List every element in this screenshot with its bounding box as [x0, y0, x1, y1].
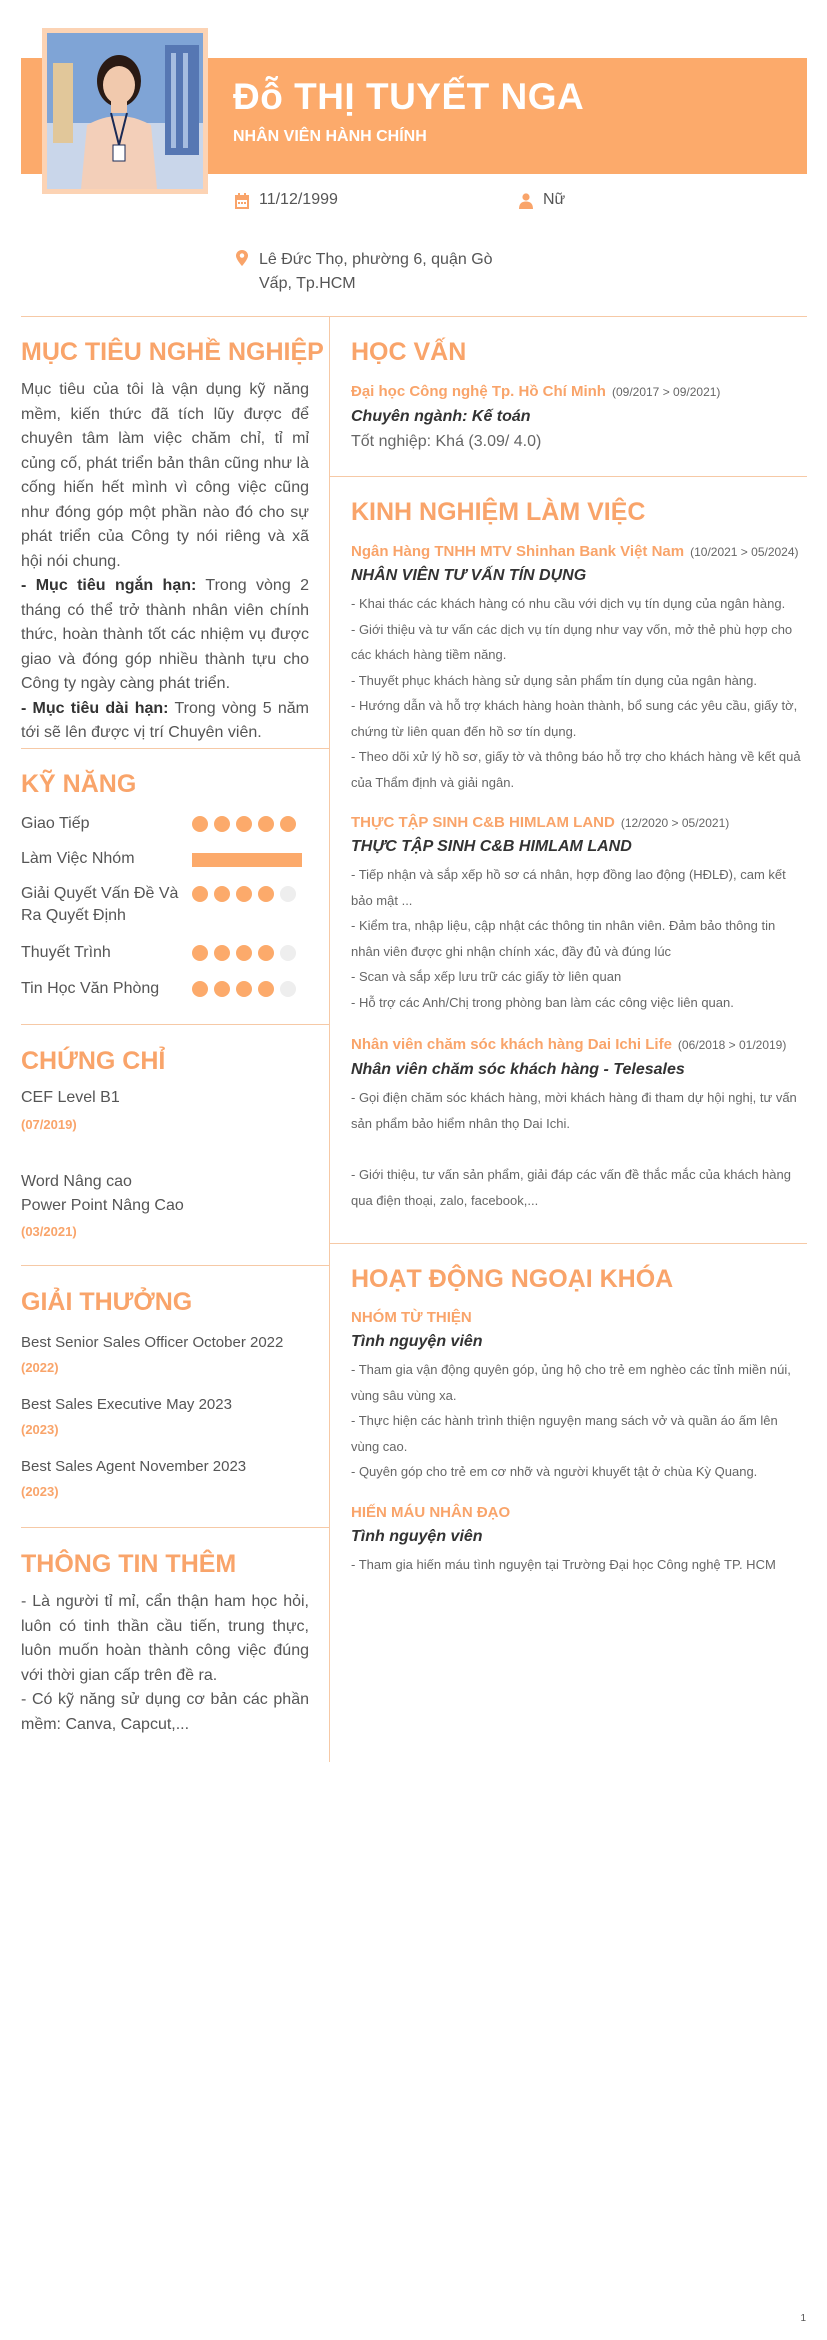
award-year: (2023)	[21, 1484, 59, 1499]
award-name: Best Sales Agent November 2023	[21, 1458, 247, 1475]
more-info-text	[21, 1590, 309, 1737]
rating-dot-filled	[258, 886, 274, 902]
objective-long-text: Trong vòng 5 năm tới sẽ lên được vị trí Chuyên viên.	[21, 699, 309, 741]
rating-dot-filled	[214, 945, 230, 961]
certificate-name: CEF Level B1	[21, 1089, 120, 1106]
more-info-title: THÔNG TIN THÊM	[21, 1550, 237, 1578]
skill-label: Làm Việc Nhóm	[21, 850, 135, 867]
avatar	[42, 28, 208, 194]
job-company	[351, 543, 799, 560]
address-info	[235, 248, 525, 296]
job-bullet: - Khai thác các khách hàng có nhu cầu với dịch vụ tín dụng của ngân hàng.	[351, 596, 786, 611]
activity-bullet: - Tham gia vận động quyên góp, ủng hộ cho trẻ em nghèo các tỉnh miền núi, vùng sâu vùng xa.	[351, 1362, 791, 1403]
job-bullet: - Kiểm tra, nhập liệu, cập nhật các thông tin nhân viên. Đảm bảo thông tin nhân viên được ghi nhận chính xác, đầy đủ và đúng lúc	[351, 918, 776, 959]
rating-dot-filled	[236, 886, 252, 902]
job-bullets	[351, 591, 807, 795]
skill-rating	[192, 886, 296, 902]
rating-dot-filled	[236, 816, 252, 832]
person-icon	[519, 193, 533, 209]
rating-dot-filled	[192, 945, 208, 961]
column-divider	[329, 316, 330, 1762]
certificate-name: Word Nâng cao Power Point Nâng Cao	[21, 1173, 184, 1214]
map-pin-icon	[235, 250, 249, 266]
job-bullet: - Giới thiệu và tư vấn các dịch vụ tín dụng như vay vốn, mở thẻ phù hợp cho các khách hàng tiềm năng.	[351, 621, 793, 662]
rating-dot-filled	[214, 981, 230, 997]
skills-title: KỸ NĂNG	[21, 770, 137, 798]
activity-org: NHÓM TỪ THIỆN	[351, 1309, 472, 1326]
rating-dot-filled	[192, 981, 208, 997]
activity-bullets	[351, 1357, 807, 1485]
company-name: Nhân viên chăm sóc khách hàng Dai Ichi Life	[351, 1036, 672, 1053]
job-bullet: - Theo dõi xử lý hồ sơ, giấy tờ và thông báo hỗ trợ cho khách hàng về kết quả của Thẩm định và giải ngân.	[351, 749, 801, 790]
job-period: (12/2020 > 05/2021)	[620, 816, 730, 830]
job-position: THỰC TẬP SINH C&B HIMLAM LAND	[351, 838, 632, 855]
job-period: (10/2021 > 05/2024)	[690, 545, 799, 559]
experience-title: KINH NGHIỆM LÀM VIỆC	[351, 498, 646, 526]
objective-short-text: Trong vòng 2 tháng có thể trở thành nhân viên chính thức, hoàn thành tốt các nhiệm vụ được giao và đóng góp nhiều thành tựu cho Công ty ngày càng phát triển.	[21, 577, 310, 692]
education-period: (09/2017 > 09/2021)	[611, 385, 721, 399]
candidate-name: Đỗ THỊ TUYẾT NGA	[233, 76, 585, 117]
objective-long-label: - Mục tiêu dài hạn:	[21, 699, 169, 717]
candidate-role: NHÂN VIÊN HÀNH CHÍNH	[233, 128, 427, 145]
section-divider	[21, 1024, 329, 1025]
objective-short-label: - Mục tiêu ngắn hạn:	[21, 577, 197, 594]
rating-dot-filled	[192, 816, 208, 832]
skill-label: Giao Tiếp	[21, 815, 90, 832]
rating-dot-filled	[236, 945, 252, 961]
skill-label: Tin Học Văn Phòng	[21, 980, 160, 997]
header-divider	[21, 316, 807, 317]
job-bullets	[351, 862, 807, 1015]
rating-dot-filled	[214, 816, 230, 832]
rating-dot-filled	[192, 886, 208, 902]
rating-dot-filled	[236, 981, 252, 997]
skill-level-bar	[192, 853, 302, 867]
birthdate-info	[235, 191, 338, 209]
activity-bullet: - Quyên góp cho trẻ em cơ nhỡ và người khuyết tật ở chùa Kỳ Quang.	[351, 1464, 758, 1479]
section-divider	[21, 1265, 329, 1266]
job-bullet: - Thuyết phục khách hàng sử dụng sản phẩm tín dụng của ngân hàng.	[351, 672, 757, 688]
gender: Nữ	[543, 191, 566, 208]
award-name: Best Sales Executive May 2023	[21, 1396, 232, 1413]
skill-rating	[192, 945, 296, 961]
rating-dot-empty	[280, 981, 296, 997]
section-divider	[21, 1527, 329, 1528]
award-year: (2022)	[21, 1360, 59, 1375]
company-name: THỰC TẬP SINH C&B HIMLAM LAND	[351, 814, 615, 831]
job-position: NHÂN VIÊN TƯ VẤN TÍN DỤNG	[351, 567, 587, 584]
rating-dot-empty	[280, 886, 296, 902]
certificate-date: (03/2021)	[21, 1224, 77, 1239]
job-bullet: - Gọi điện chăm sóc khách hàng, mời khách hàng đi tham dự hội nghị, tư vấn sản phẩm bảo hiểm nhân thọ Dai Ichi.	[351, 1090, 797, 1131]
job-bullet: - Hỗ trợ các Anh/Chị trong phòng ban làm các công việc liên quan.	[351, 994, 734, 1010]
education-title: HỌC VẤN	[351, 338, 467, 366]
rating-dot-empty	[280, 945, 296, 961]
education-school	[351, 383, 720, 400]
address: Lê Đức Thọ, phường 6, quận Gò Vấp, Tp.HCM	[259, 251, 493, 292]
calendar-icon	[235, 193, 249, 209]
page-number: 1	[800, 2313, 806, 2324]
job-bullet: - Tiếp nhận và sắp xếp hồ sơ cá nhân, hợp đồng lao động (HĐLĐ), cam kết bảo mật ...	[351, 867, 786, 908]
rating-dot-filled	[258, 945, 274, 961]
job-company	[351, 814, 729, 831]
education-major: Chuyên ngành: Kế toán	[351, 408, 531, 425]
skill-rating	[192, 816, 296, 832]
job-bullet: - Giới thiệu, tư vấn sản phẩm, giải đáp các vấn đề thắc mắc của khách hàng qua điện thoại, zalo, facebook,...	[351, 1167, 791, 1208]
skill-label: Thuyết Trình	[21, 944, 111, 961]
school-name: Đại học Công nghệ Tp. Hồ Chí Minh	[351, 383, 606, 400]
birthdate: 11/12/1999	[259, 191, 338, 208]
job-company	[351, 1036, 786, 1053]
award-name: Best Senior Sales Officer October 2022	[21, 1334, 284, 1351]
job-period: (06/2018 > 01/2019)	[677, 1038, 787, 1052]
more-info-line: - Là người tỉ mỉ, cẩn thận ham học hỏi, luôn có tinh thần cầu tiến, trung thực, luôn muốn hoàn thành công việc đúng với thời gian cấp trên đề ra.	[21, 1593, 309, 1684]
activity-role: Tình nguyện viên	[351, 1333, 483, 1350]
awards-title: GIẢI THƯỞNG	[21, 1288, 193, 1316]
objective-text	[21, 378, 309, 746]
certificate-date: (07/2019)	[21, 1117, 77, 1132]
rating-dot-filled	[258, 981, 274, 997]
activities-title: HOẠT ĐỘNG NGOẠI KHÓA	[351, 1265, 674, 1293]
certificates-title: CHỨNG CHỈ	[21, 1047, 166, 1075]
activity-org: HIẾN MÁU NHÂN ĐẠO	[351, 1504, 511, 1521]
activity-bullet: - Tham gia hiến máu tình nguyện tại Trường Đại học Công nghệ TP. HCM	[351, 1557, 776, 1572]
rating-dot-filled	[280, 816, 296, 832]
activity-role: Tình nguyện viên	[351, 1528, 483, 1545]
gender-info	[519, 191, 565, 209]
objective-intro: Mục tiêu của tôi là vận dụng kỹ năng mềm, kiến thức đã tích lũy được để chuyên tâm làm việc chăm chỉ, tỉ mỉ củng cố, phát triển bản thân cũng như là cống hiến hết mình vì công việc cũng như đóng góp một phần nào đó cho sự phát triển của Công ty nói riêng và xã hội nói chung.	[21, 381, 309, 570]
education-grade: Tốt nghiệp: Khá (3.09/ 4.0)	[351, 433, 542, 450]
more-info-line: - Có kỹ năng sử dụng cơ bản các phần mềm: Canva, Capcut,...	[21, 1691, 309, 1733]
skill-label: Giải Quyết Vấn Đề Và Ra Quyết Định	[21, 885, 179, 924]
section-divider	[21, 748, 329, 749]
activity-bullets	[351, 1552, 807, 1578]
rating-dot-filled	[258, 816, 274, 832]
section-divider	[330, 1243, 807, 1244]
section-divider	[330, 476, 807, 477]
skill-rating	[192, 981, 296, 997]
activity-bullet: - Thực hiện các hành trình thiện nguyện mang sách vở và quần áo ấm lên vùng cao.	[351, 1413, 778, 1454]
job-bullet: - Hướng dẫn và hỗ trợ khách hàng hoàn thành, bổ sung các yêu cầu, giấy tờ, chứng từ liên quan đến hồ sơ tín dụng.	[351, 698, 798, 739]
job-bullets	[351, 1085, 807, 1213]
rating-dot-filled	[214, 886, 230, 902]
job-position: Nhân viên chăm sóc khách hàng - Telesales	[351, 1061, 685, 1078]
award-year: (2023)	[21, 1422, 59, 1437]
company-name: Ngân Hàng TNHH MTV Shinhan Bank Việt Nam	[351, 543, 685, 560]
objective-title: MỤC TIÊU NGHỀ NGHIỆP	[21, 338, 324, 366]
job-bullet: - Scan và sắp xếp lưu trữ các giấy tờ liên quan	[351, 969, 622, 984]
